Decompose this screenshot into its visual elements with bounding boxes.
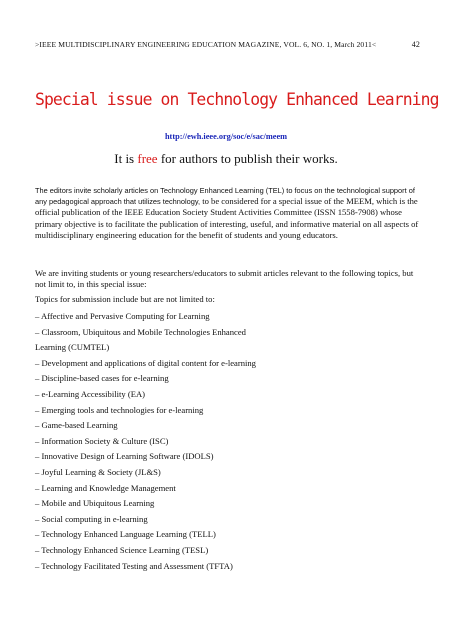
list-item: – Technology Facilitated Testing and Assessment (TFTA) [35, 560, 233, 571]
intro-part-1: The editors invite scholarly articles on Technology Enhanced Learning (TEL) to focus on the technological support of any pedagogical approach that utilizes technology, [35, 186, 415, 207]
list-item: – Affective and Pervasive Computing for Learning [35, 311, 210, 321]
list-item: – Social computing in e-learning [35, 513, 148, 524]
list-item: – Learning and Knowledge Management [35, 482, 176, 493]
free-line-before: It is [114, 151, 138, 166]
topic-list [35, 310, 425, 575]
page-title: Special issue on Technology Enhanced Learning [35, 90, 439, 109]
list-item: – Innovative Design of Learning Software (IDOLS) [35, 451, 214, 462]
free-line-after: for authors to publish their works. [157, 151, 338, 166]
list-item: – Technology Enhanced Science Learning (TESL) [35, 544, 209, 555]
meem-link[interactable]: http://ewh.ieee.org/soc/e/sac/meem [164, 132, 288, 141]
list-item: – Development and applications of digital content for e-learning [35, 357, 256, 368]
list-item: – Information Society & Culture (ISC) [35, 435, 169, 446]
list-item: – e-Learning Accessibility (EA) [35, 388, 146, 399]
journal-header: >IEEE MULTIDISCIPLINARY ENGINEERING EDUCATION MAGAZINE, VOL. 6, NO. 1, March 2011< [35, 40, 377, 49]
list-item: – Mobile and Ubiquitous Learning [35, 498, 155, 509]
topics-intro: Topics for submission include but are not limited to: [35, 294, 215, 304]
intro-paragraph [35, 185, 425, 241]
free-publication-line [0, 151, 452, 167]
list-item: – Game-based Learning [35, 420, 118, 431]
running-header [35, 40, 420, 49]
list-item: – Technology Enhanced Language Learning (TELL) [35, 529, 216, 540]
page-number: 42 [411, 40, 420, 49]
list-item: – Emerging tools and technologies for e-learning [35, 404, 204, 415]
list-item: – Joyful Learning & Society (JL&S) [35, 466, 161, 477]
invitation-paragraph: We are inviting students or young researchers/educators to submit articles relevant to the following topics, but not limit to, in this special issue: [35, 268, 414, 290]
intro-part-2: to be considered for a special issue of the MEEM, which is the official publication of the IEEE Education Society Student Activities Committee (ISSN 1558-7908) whose primary objective is to facilitate the publication of interesting, useful, and informative material on all aspects of multidisciplinary engineering education for the benefit of students and young educators. [35, 196, 419, 240]
list-item: Learning (CUMTEL) [35, 342, 110, 353]
list-item: – Classroom, Ubiquitous and Mobile Technologies Enhanced [35, 326, 246, 337]
free-highlight: free [137, 151, 158, 166]
list-item: – Discipline-based cases for e-learning [35, 373, 169, 384]
